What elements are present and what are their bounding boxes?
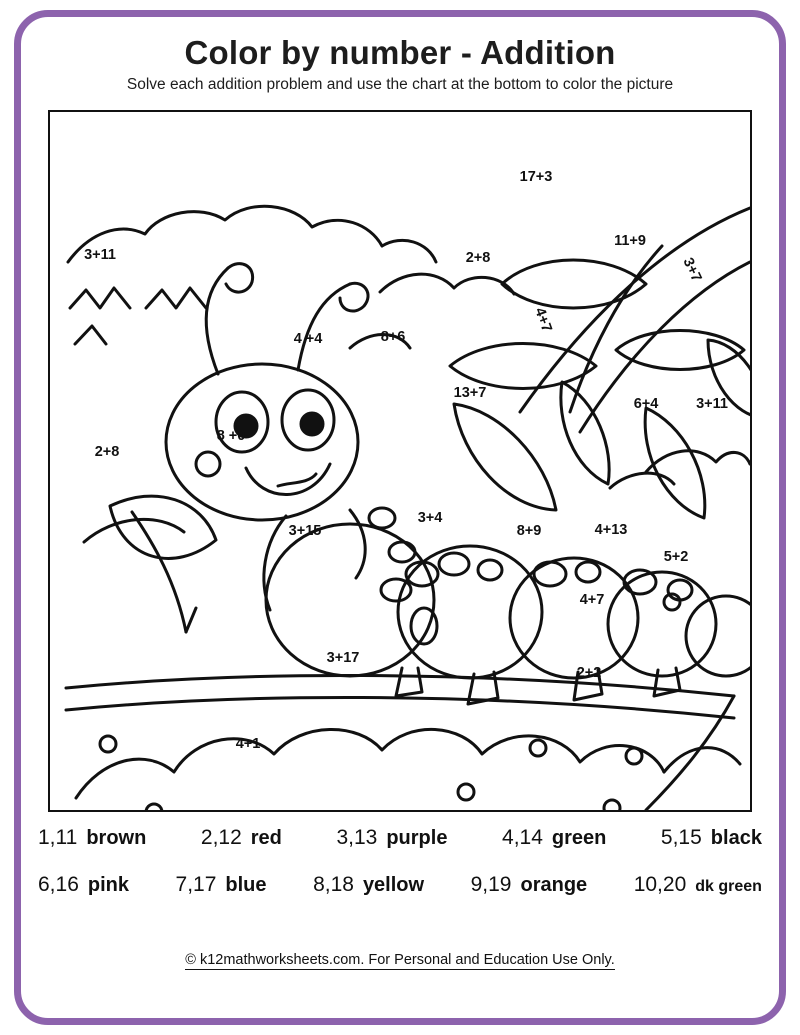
color-key-legend (34, 826, 766, 920)
problem-label: 3+7 (679, 255, 705, 285)
legend-item (336, 826, 447, 850)
coloring-picture (48, 110, 752, 812)
legend-item (201, 826, 282, 850)
problem-label: 4+7 (579, 592, 605, 608)
legend-numbers: 8,18 (313, 873, 354, 896)
problem-label: 5+2 (663, 549, 689, 565)
legend-numbers: 4,14 (502, 826, 543, 849)
legend-item (502, 826, 606, 850)
legend-color-name: dk green (695, 878, 762, 895)
problem-label: 8+6 (380, 329, 406, 345)
legend-color-name: brown (86, 827, 147, 849)
legend-color-name: orange (520, 874, 588, 896)
legend-row-1 (34, 826, 766, 873)
legend-item (38, 873, 129, 897)
legend-numbers: 3,13 (336, 826, 378, 849)
problem-label: 11+9 (614, 233, 646, 249)
legend-numbers: 6,16 (38, 873, 79, 896)
legend-color-name: purple (386, 827, 448, 849)
problem-label: 8 +0 (216, 428, 246, 444)
legend-numbers: 2,12 (200, 826, 242, 849)
copyright-text: © k12mathworksheets.com. For Personal and Education Use Only. (185, 952, 615, 968)
problem-label: 4+13 (594, 522, 628, 538)
problem-label: 2+8 (94, 444, 120, 460)
problem-label: 2+8 (465, 250, 491, 266)
problem-label: 3+4 (417, 510, 443, 526)
legend-item (661, 826, 762, 850)
page-subtitle: Solve each addition problem and use the chart at the bottom to color the picture (126, 76, 674, 93)
problem-label: 3+11 (84, 247, 116, 263)
legend-numbers: 1,11 (38, 826, 78, 849)
legend-color-name: yellow (362, 874, 425, 896)
legend-numbers: 9,19 (470, 873, 512, 896)
legend-numbers: 7,17 (175, 873, 217, 896)
problem-label: 4 +4 (293, 331, 323, 347)
problem-label: 3+15 (288, 523, 322, 539)
copyright-footer (0, 952, 800, 968)
legend-color-name: blue (225, 874, 267, 896)
problem-label: 3+11 (696, 396, 728, 412)
problem-label: 6+4 (633, 396, 659, 412)
problem-label: 17+3 (519, 169, 553, 185)
page-title: Color by number - Addition (184, 34, 616, 71)
legend-row-2 (34, 873, 766, 920)
legend-item (38, 826, 146, 850)
legend-item (313, 873, 424, 897)
legend-item (471, 873, 588, 897)
legend-item (176, 873, 267, 897)
problem-label: 2+2 (576, 665, 602, 681)
legend-numbers: 5,15 (660, 826, 702, 849)
legend-color-name: black (710, 827, 762, 849)
problem-label: 3+17 (326, 650, 360, 666)
problem-label: 4+7 (531, 305, 555, 335)
legend-numbers: 10,20 (633, 873, 687, 896)
legend-color-name: pink (87, 874, 129, 896)
legend-color-name: green (551, 827, 607, 849)
caterpillar-scene-drawing (50, 112, 750, 810)
problem-label: 13+7 (453, 385, 487, 401)
problem-label: 8+9 (516, 523, 542, 539)
legend-color-name: red (250, 827, 282, 849)
legend-item (634, 873, 762, 897)
problem-label: 4+1 (235, 736, 261, 752)
